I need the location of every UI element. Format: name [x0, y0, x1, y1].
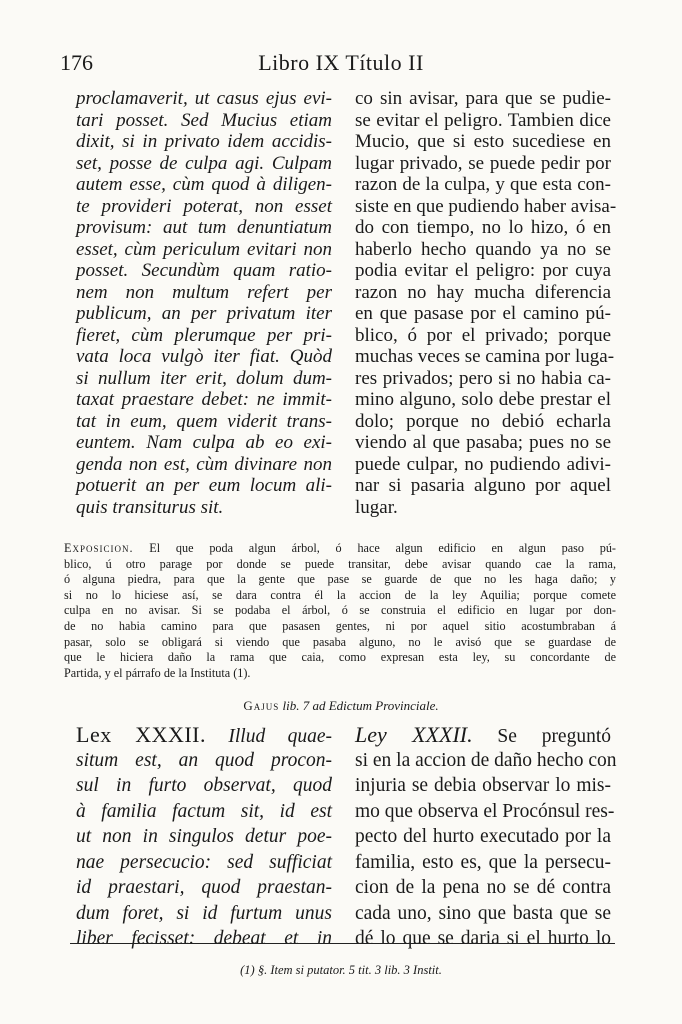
latin-line: à familia factum sit, id est: [76, 800, 332, 822]
spanish-line: pecto del hurto executado por la: [355, 826, 611, 847]
latin-line: te provideri poterat, non esset: [76, 195, 332, 217]
spanish-line: razon no hay mucha diferencia: [355, 281, 611, 303]
spanish-line: muchas veces se camina por luga-: [355, 346, 615, 367]
exposicion-line: si no lo hiciese así, se dara contra él la accion de la ley Aquilia; porque comete: [64, 587, 616, 602]
spanish-line: nar si pasaria alguno por aquel: [355, 475, 611, 496]
exposicion-line: Partida, y el párrafo de la Instituta (1).: [64, 665, 251, 680]
spanish-line: mo que observa el Procónsul res-: [355, 800, 615, 822]
spanish-line: siste en que pudiendo haber avisa-: [355, 195, 617, 217]
latin-line: proclamaverit, ut casus ejus evi-: [76, 88, 332, 109]
latin-text-column: [76, 88, 332, 518]
latin-line: dum foret, si id furtum unus: [76, 902, 332, 924]
running-head: Libro IX Título II: [258, 50, 424, 75]
spanish-line: injuria se debia observar lo mis-: [355, 775, 611, 796]
spanish-line: viendo al que pasaba; pues no se: [355, 432, 611, 453]
latin-line: genda non est, cùm divinare non: [76, 453, 332, 475]
exposicion-line: que le hiciera daño la rama que caia, como expresan esta ley, su concordante de: [64, 650, 616, 665]
latin-line: nae persecucio: sed sufficiat: [76, 851, 332, 873]
latin-line: si nullum iter erit, dolum dum-: [76, 367, 332, 389]
exposicion-line: culpa en no avisar. Si se podaba el árbol, ó se construia el edificio en lugar por don-: [64, 603, 616, 618]
latin-line: tari posset. Sed Mucius etiam: [76, 109, 332, 131]
spanish-line: cion de la pena no se dé contra: [355, 877, 611, 898]
exposicion-line: ó alguna piedra, para que la gente que pase se guarde de que no les haga daño; y: [64, 572, 616, 587]
spanish-line: lugar privado, se puede pedir por: [355, 152, 611, 174]
latin-line: taxat praestare debet: ne immit-: [76, 389, 332, 410]
footnote-divider: [70, 943, 615, 944]
latin-line: esset, cùm periculum evitari non: [76, 238, 332, 260]
exposicion-line: pasar, solo se obligará si viendo que pasaba alguno, no le avisó que se guardase de: [64, 634, 616, 649]
latin-line: dixit, si in privato idem accidis-: [76, 131, 332, 152]
spanish-line: dolo; porque no debió echarla: [355, 410, 611, 432]
spanish-text-column: [355, 88, 617, 518]
spanish-line: do con tiempo, no lo hizo, ó en: [355, 217, 611, 238]
latin-line: sul in furto observat, quod: [76, 775, 332, 796]
spanish-line: se evitar el peligro. Tambien dice: [355, 109, 611, 131]
latin-line: liber fecisset: debeat et in: [76, 928, 332, 949]
latin-line: set, posse de culpa agi. Culpam: [76, 152, 332, 174]
latin-line: id praestari, quod praestan-: [76, 877, 332, 898]
latin-line: [76, 722, 332, 748]
latin-line: situm est, an quod procon-: [76, 749, 332, 771]
spanish-line: co sin avisar, para que se pudie-: [355, 88, 611, 109]
spanish-line: blico, ó por el privado; porque: [355, 324, 611, 346]
latin-line: autem esse, cùm quod à diligen-: [76, 174, 332, 195]
latin-line: vata loca vulgò iter fiat. Quòd: [76, 346, 332, 367]
latin-line: posset. Secundùm quam ratio-: [76, 260, 332, 281]
spanish-line: en que pasase por el camino pú-: [355, 303, 611, 324]
exposicion-line: blico, ú otro parage por donde se puede transitar, debe avisar quando cae la rama,: [64, 556, 616, 571]
latin-line: fieret, cùm plerumque per pri-: [76, 324, 332, 346]
latin-line: ut non in singulos detur poe-: [76, 826, 332, 847]
latin-line: potuerit an per eum locum ali-: [76, 475, 332, 496]
source-author: Gajus: [243, 698, 280, 713]
lex-heading: Lex XXXII.: [76, 722, 207, 747]
exposicion-first-line: El que poda algun árbol, ó hace algun edificio en algun paso pú-: [149, 541, 616, 555]
spanish-line: razon de la culpa, y que esta con-: [355, 174, 611, 195]
latin-line: quis transiturus sit.: [76, 496, 224, 518]
page-header: [60, 50, 622, 82]
spanish-line: si en la accion de daño hecho con: [355, 749, 617, 771]
lex-first-line: Illud quae-: [228, 726, 332, 747]
spanish-line: Mucio, que si esto sucediese en: [355, 131, 611, 152]
footnote: (1) §. Item si putator. 5 tit. 3 lib. 3 Instit.: [240, 963, 442, 977]
spanish-line: familia, esto es, que la persecu-: [355, 851, 611, 873]
latin-line: tat in eum, quem viderit trans-: [76, 410, 332, 432]
spanish-line: [355, 722, 611, 748]
latin-line: euntem. Nam culpa ab eo exi-: [76, 432, 332, 453]
spanish-line: mino alguno, solo debe prestar el: [355, 389, 611, 410]
exposicion-lead: Exposicion.: [64, 541, 134, 555]
ley-heading: Ley XXXII.: [355, 722, 473, 747]
spanish-line: podia evitar el peligro: por cuya: [355, 260, 611, 281]
spanish-line: haberlo hecho quando ya no se: [355, 238, 611, 260]
latin-line: nem non multum refert per: [76, 281, 332, 303]
latin-line: provisum: aut tum denuntiatum: [76, 217, 332, 238]
ley-first-line: Se preguntó: [497, 726, 612, 747]
spanish-line: res privados; pero si no habia ca-: [355, 367, 611, 389]
exposicion-line: [64, 541, 616, 557]
exposicion-line: de no habia camino para que pasasen gentes, ni por aquel sitio acostumbraban á: [64, 618, 616, 633]
latin-line: publicum, an per privatum iter: [76, 303, 332, 324]
page-number: 176: [60, 50, 93, 75]
spanish-line: puede culpar, no pudiendo adivi-: [355, 453, 611, 475]
source-reference: lib. 7 ad Edictum Provinciale.: [282, 698, 439, 713]
source-citation: [0, 698, 682, 714]
ley-spanish-column: [355, 722, 617, 952]
spanish-line: dé lo que se daria si el hurto lo: [355, 928, 611, 949]
spanish-line: lugar.: [355, 496, 398, 518]
lex-latin-column: [76, 722, 332, 952]
spanish-line: cada uno, sino que basta que se: [355, 902, 611, 924]
exposicion-commentary: [64, 541, 616, 681]
